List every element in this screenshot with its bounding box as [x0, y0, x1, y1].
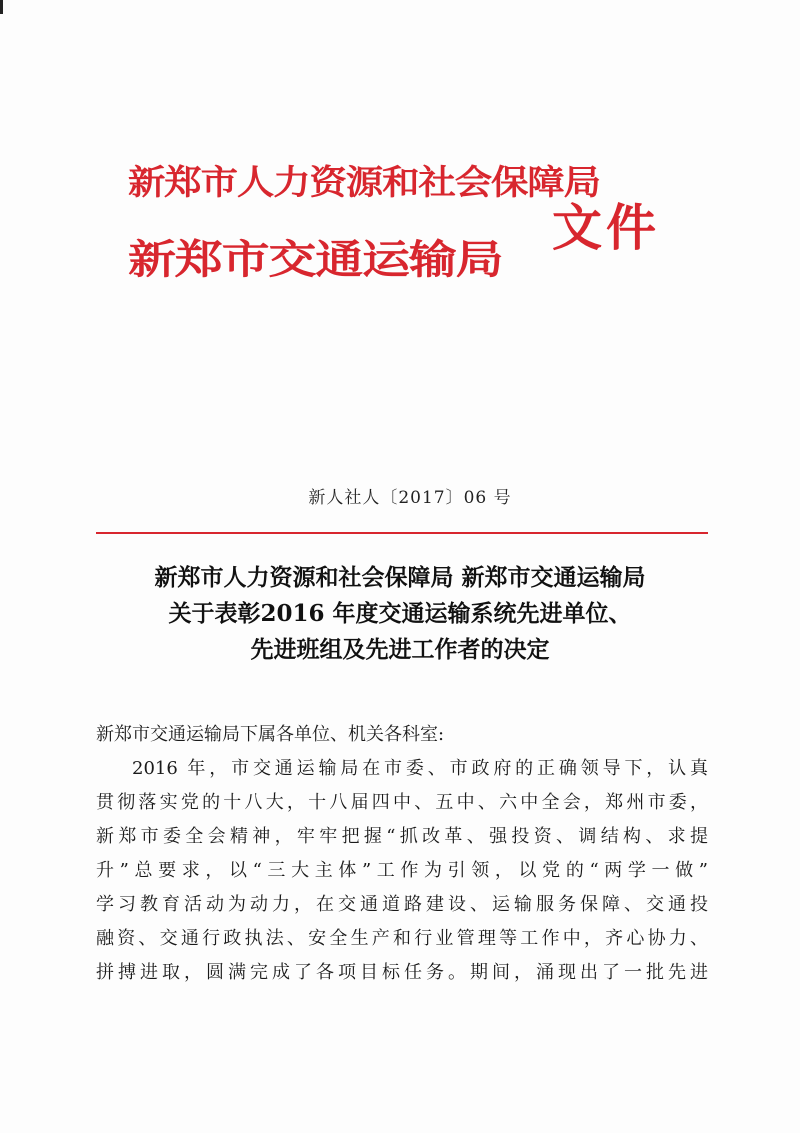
document-title: [0, 560, 800, 668]
paragraph-line: 拼搏进取，圆满完成了各项目标任务。期间，涌现出了一批先进: [96, 962, 708, 983]
paragraph-line: 新郑市委全会精神，牢牢把握“抓改革、强投资、调结构、求提: [96, 826, 708, 847]
paragraph-line: 2016 年，市交通运输局在市委、市政府的正确领导下，认真: [132, 758, 708, 779]
body-paragraph: [96, 752, 708, 990]
document-number: 新人社人〔2017〕06 号: [308, 488, 512, 508]
title-line: 关于表彰2016 年度交通运输系统先进单位、: [168, 600, 632, 627]
title-line: 新郑市人力资源和社会保障局 新郑市交通运输局: [154, 564, 646, 591]
salutation: 新郑市交通运输局下属各单位、机关各科室:: [96, 724, 445, 745]
paragraph-line: 融资、交通行政执法、安全生产和行业管理等工作中，齐心协力、: [96, 928, 708, 949]
red-divider-line: [96, 532, 708, 534]
document-type-label: 文件: [552, 199, 660, 257]
paragraph-line: 升”总要求，以“三大主体”工作为引领，以党的“两学一做”: [96, 860, 708, 881]
paragraph-line: 贯彻落实党的十八大，十八届四中、五中、六中全会，郑州市委，: [96, 792, 708, 813]
paragraph-line: 学习教育活动为动力，在交通道路建设、运输服务保障、交通投: [96, 894, 708, 915]
title-line: 先进班组及先进工作者的决定: [250, 636, 550, 663]
issuer-name-transport: 新郑市交通运输局: [128, 237, 503, 283]
issuer-name-hrss: 新郑市人力资源和社会保障局: [128, 163, 600, 203]
scan-corner-mark: [0, 0, 3, 14]
